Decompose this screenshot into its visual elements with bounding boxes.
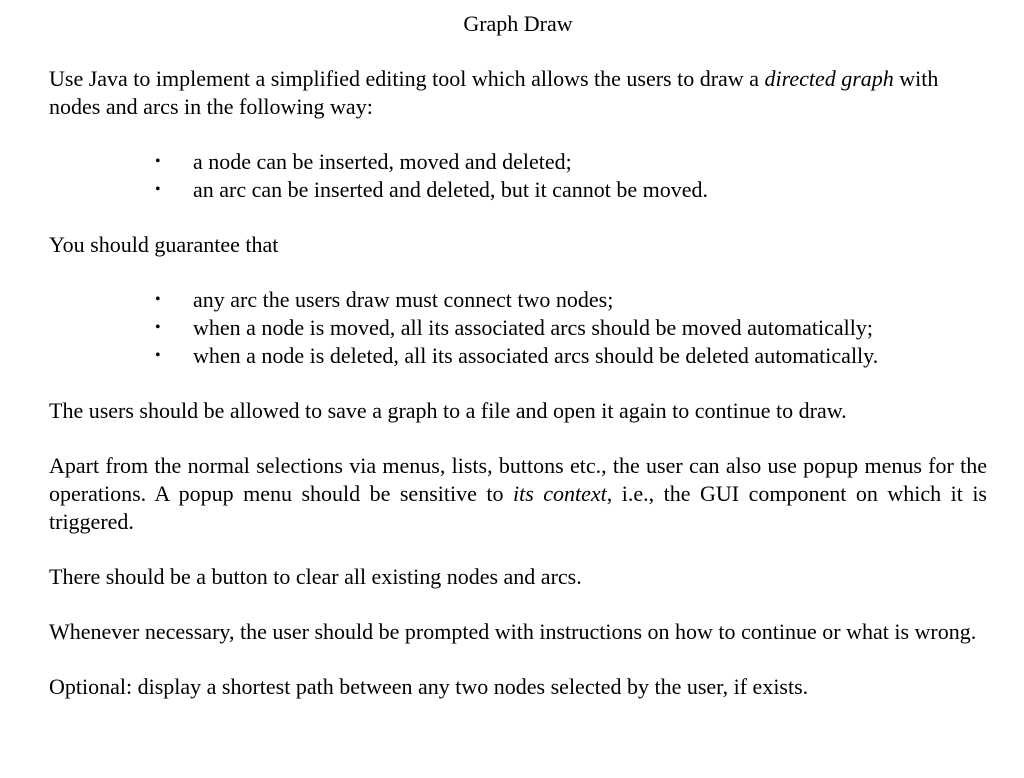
document-page <box>49 10 987 728</box>
list-item-text: any arc the users draw must connect two nodes; <box>193 287 614 312</box>
operations-list <box>49 148 987 204</box>
clear-paragraph: There should be a button to clear all existing nodes and arcs. <box>49 564 582 589</box>
list-item-text: when a node is deleted, all its associated arcs should be deleted automatically. <box>193 343 879 368</box>
intro-text-before: Use Java to implement a simplified editing tool which allows the users to draw a <box>49 66 765 91</box>
save-paragraph: The users should be allowed to save a graph to a file and open it again to continue to draw. <box>49 398 847 423</box>
bullet-icon: • <box>155 153 161 170</box>
popup-emphasis: its context <box>512 481 607 506</box>
optional-paragraph: Optional: display a shortest path between any two nodes selected by the user, if exists. <box>49 674 809 699</box>
intro-paragraph <box>49 65 987 121</box>
list-item-text: an arc can be inserted and deleted, but it cannot be moved. <box>193 177 708 202</box>
list-item-text: when a node is moved, all its associated arcs should be moved automatically; <box>193 315 873 340</box>
guarantee-paragraph: You should guarantee that <box>49 232 279 257</box>
list-item <box>49 148 987 176</box>
list-item <box>49 286 987 314</box>
guarantee-list <box>49 286 987 370</box>
popup-text-after: , i.e., the GUI component on which it is triggered. <box>49 481 987 534</box>
list-item <box>49 176 987 204</box>
prompt-paragraph: Whenever necessary, the user should be prompted with instructions on how to continue or what is wrong. <box>49 619 977 644</box>
bullet-icon: • <box>155 181 161 198</box>
list-item <box>49 314 987 342</box>
intro-emphasis: directed graph <box>764 66 894 91</box>
document-title: Graph Draw <box>463 11 573 36</box>
intro-text-after: with nodes and arcs in the following way: <box>49 66 939 119</box>
popup-text-before: Apart from the normal selections via menus, lists, buttons etc., the user can also use popup menus for the operations. A popup menu should be sensitive to <box>49 453 987 506</box>
bullet-icon: • <box>155 347 161 364</box>
popup-paragraph <box>49 452 987 536</box>
list-item-text: a node can be inserted, moved and deleted; <box>193 149 572 174</box>
bullet-icon: • <box>155 319 161 336</box>
bullet-icon: • <box>155 291 161 308</box>
list-item <box>49 342 987 370</box>
